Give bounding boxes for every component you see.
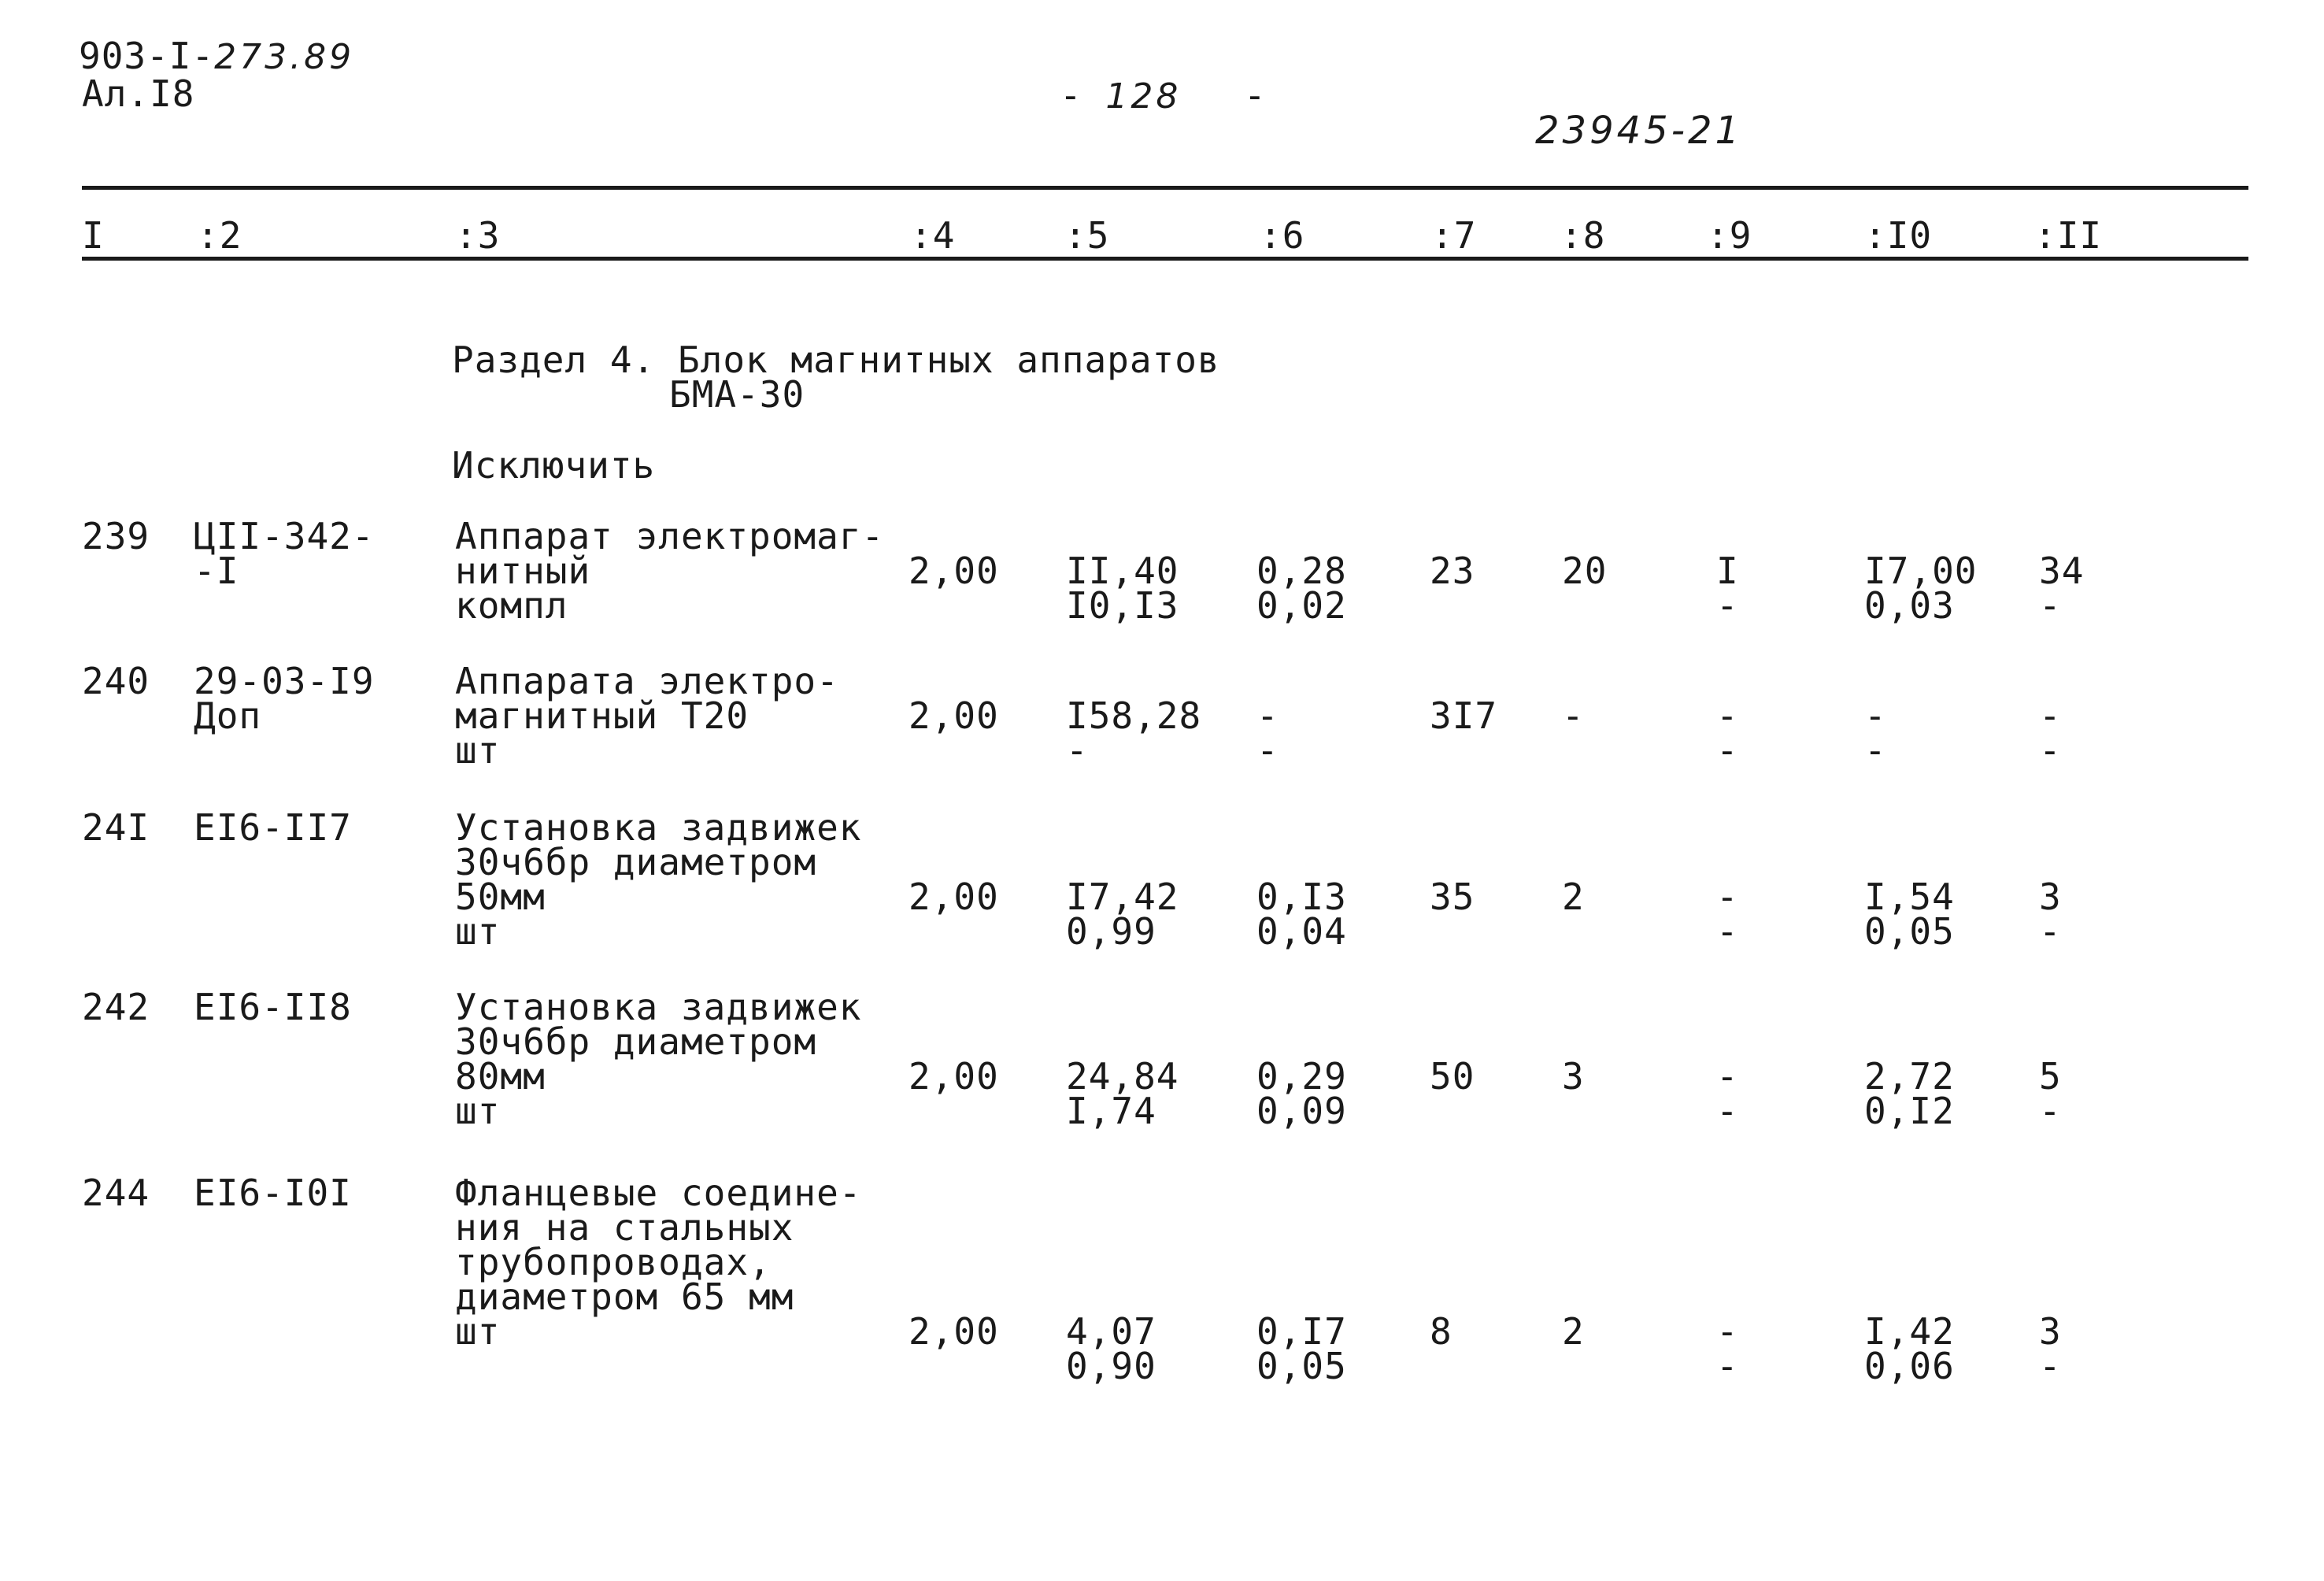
row-col11: 3	[2039, 1310, 2062, 1353]
row-description: диаметром 65 мм	[455, 1276, 794, 1318]
row-col6: 0,28	[1256, 550, 1347, 592]
row-description: шт	[455, 1310, 501, 1353]
row-col5: II,40	[1066, 550, 1179, 592]
row-col7: 23	[1430, 550, 1475, 592]
row-col11: 34	[2039, 550, 2085, 592]
row-col8: 3	[1562, 1055, 1585, 1098]
section-title-line1: Раздел 4. Блок магнитных аппаратов	[452, 339, 1220, 381]
inventory-number: 23945-21	[1535, 109, 1743, 153]
header-bottom-rule	[82, 257, 2248, 261]
column-header-8: :8	[1560, 214, 1606, 257]
row-col7: 35	[1430, 876, 1475, 918]
row-code: EI6-II8	[194, 986, 352, 1028]
row-quantity: 2,00	[909, 1310, 999, 1353]
row-description: 30ч6бр диаметром	[455, 841, 817, 883]
row-description: шт	[455, 1090, 501, 1132]
top-rule	[82, 186, 2248, 190]
row-col9: -	[1716, 694, 1739, 737]
row-col9: I	[1716, 550, 1739, 592]
row-description: компл	[455, 584, 568, 627]
row-col8: -	[1562, 694, 1585, 737]
column-header-2: :2	[197, 214, 242, 257]
column-header-3: :3	[455, 214, 501, 257]
row-col8: 2	[1562, 1310, 1585, 1353]
row-number: 244	[82, 1172, 150, 1214]
row-number: 239	[82, 515, 150, 557]
row-description: ния на стальных	[455, 1206, 794, 1249]
row-number: 242	[82, 986, 150, 1028]
row-col6: 0,04	[1256, 910, 1347, 953]
row-col5: 4,07	[1066, 1310, 1156, 1353]
row-description: шт	[455, 729, 501, 772]
row-col5: I7,42	[1066, 876, 1179, 918]
row-description: Аппарат электромаг-	[455, 515, 885, 557]
row-col6: 0,05	[1256, 1345, 1347, 1387]
row-col10: 0,I2	[1864, 1090, 1955, 1132]
row-col8: 2	[1562, 876, 1585, 918]
row-col6: 0,29	[1256, 1055, 1347, 1098]
row-col10: 2,72	[1864, 1055, 1955, 1098]
sheet-label: Ал.I8	[82, 72, 195, 115]
row-col11: -	[2039, 1090, 2062, 1132]
row-number: 24I	[82, 806, 150, 849]
row-col9: -	[1716, 1055, 1739, 1098]
row-col7: 8	[1430, 1310, 1452, 1353]
row-col11: -	[2039, 729, 2062, 772]
row-description: шт	[455, 910, 501, 953]
row-col9: -	[1716, 584, 1739, 627]
row-col10: I,54	[1864, 876, 1955, 918]
row-code: ЦII-342-	[194, 515, 375, 557]
row-quantity: 2,00	[909, 1055, 999, 1098]
row-description: 30ч6бр диаметром	[455, 1020, 817, 1063]
column-header-9: :9	[1707, 214, 1752, 257]
row-col5: 24,84	[1066, 1055, 1179, 1098]
row-col8: 20	[1562, 550, 1608, 592]
row-code: Доп	[194, 694, 262, 737]
section-title-line2: БМА-30	[669, 373, 805, 416]
row-col5: 0,90	[1066, 1345, 1156, 1387]
row-code: EI6-II7	[194, 806, 352, 849]
column-header-4: :4	[910, 214, 956, 257]
row-description: Установка задвижек	[455, 806, 862, 849]
page-dash-left: -	[1060, 74, 1082, 117]
row-description: Установка задвижек	[455, 986, 862, 1028]
page-dash-right: -	[1243, 74, 1267, 117]
row-col10: 0,06	[1864, 1345, 1955, 1387]
document-code-handwritten: 273.89	[214, 37, 355, 77]
row-col6: -	[1256, 729, 1279, 772]
row-col11: 3	[2039, 876, 2062, 918]
document-code-typed: 903-I-	[79, 35, 215, 77]
row-description: Аппарата электро-	[455, 660, 839, 702]
column-header-6: :6	[1260, 214, 1305, 257]
row-col9: -	[1716, 1090, 1739, 1132]
column-header-5: :5	[1064, 214, 1110, 257]
column-header-10: :I0	[1864, 214, 1933, 257]
page-number-block	[1060, 74, 1267, 117]
row-col5: I58,28	[1066, 694, 1202, 737]
row-col6: 0,02	[1256, 584, 1347, 627]
row-col6: -	[1256, 694, 1279, 737]
row-col10: -	[1864, 729, 1887, 772]
row-col5: 0,99	[1066, 910, 1156, 953]
row-col6: 0,I7	[1256, 1310, 1347, 1353]
row-col9: -	[1716, 1345, 1739, 1387]
row-number: 240	[82, 660, 150, 702]
row-col6: 0,I3	[1256, 876, 1347, 918]
row-col9: -	[1716, 876, 1739, 918]
row-code: 29-03-I9	[194, 660, 375, 702]
column-header-7: :7	[1431, 214, 1477, 257]
row-code: EI6-I0I	[194, 1172, 352, 1214]
row-description: Фланцевые соедине-	[455, 1172, 862, 1214]
row-col10: -	[1864, 694, 1887, 737]
row-col7: 50	[1430, 1055, 1475, 1098]
row-col11: -	[2039, 694, 2062, 737]
row-quantity: 2,00	[909, 550, 999, 592]
row-col5: I0,I3	[1066, 584, 1179, 627]
row-col9: -	[1716, 910, 1739, 953]
row-description: магнитный Т20	[455, 694, 749, 737]
document-code	[79, 35, 355, 77]
row-description: нитный	[455, 550, 591, 592]
row-col9: -	[1716, 729, 1739, 772]
row-col5: -	[1066, 729, 1089, 772]
row-col10: 0,05	[1864, 910, 1955, 953]
row-col11: -	[2039, 1345, 2062, 1387]
row-description: 50мм	[455, 876, 546, 918]
row-col10: 0,03	[1864, 584, 1955, 627]
column-header-1: I	[82, 214, 105, 257]
row-col6: 0,09	[1256, 1090, 1347, 1132]
row-code: -I	[194, 550, 239, 592]
row-col11: 5	[2039, 1055, 2062, 1098]
section-subtitle: Исключить	[452, 444, 656, 487]
row-description: 80мм	[455, 1055, 546, 1098]
row-col11: -	[2039, 910, 2062, 953]
row-col10: I7,00	[1864, 550, 1978, 592]
row-col5: I,74	[1066, 1090, 1156, 1132]
page-number: 128	[1105, 76, 1182, 117]
row-col7: 3I7	[1430, 694, 1498, 737]
row-col9: -	[1716, 1310, 1739, 1353]
column-header-11: :II	[2034, 214, 2103, 257]
row-col10: I,42	[1864, 1310, 1955, 1353]
row-quantity: 2,00	[909, 694, 999, 737]
row-col11: -	[2039, 584, 2062, 627]
row-description: трубопроводах,	[455, 1241, 772, 1283]
row-quantity: 2,00	[909, 876, 999, 918]
